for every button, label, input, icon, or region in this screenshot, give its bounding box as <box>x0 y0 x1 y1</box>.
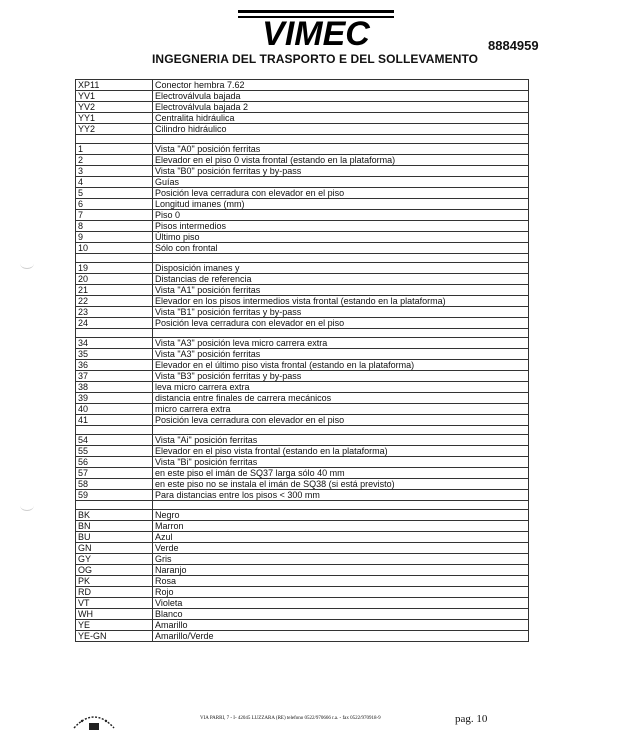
legend-row <box>76 221 529 232</box>
legend-description: en este piso el imán de SQ37 larga sólo 40 mm <box>153 468 529 479</box>
vimec-logo <box>238 8 394 48</box>
legend-description: Último piso <box>153 232 529 243</box>
legend-row <box>76 565 529 576</box>
legend-description <box>153 426 529 435</box>
legend-code: YE-GN <box>76 631 153 642</box>
legend-code: 55 <box>76 446 153 457</box>
legend-code: XP11 <box>76 80 153 91</box>
legend-description: Elevador en los pisos intermedios vista frontal (estando en la plataforma) <box>153 296 529 307</box>
legend-row <box>76 274 529 285</box>
legend-row <box>76 371 529 382</box>
legend-description: Naranjo <box>153 565 529 576</box>
legend-code: VT <box>76 598 153 609</box>
legend-description: Elevador en el último piso vista frontal (estando en la plataforma) <box>153 360 529 371</box>
legend-row <box>76 338 529 349</box>
legend-row <box>76 457 529 468</box>
legend-spacer-row <box>76 254 529 263</box>
legend-row <box>76 404 529 415</box>
legend-description: Gris <box>153 554 529 565</box>
legend-row <box>76 446 529 457</box>
legend-description: Centralita hidráulica <box>153 113 529 124</box>
legend-code: 35 <box>76 349 153 360</box>
legend-row <box>76 382 529 393</box>
legend-row <box>76 91 529 102</box>
legend-code: OG <box>76 565 153 576</box>
legend-row <box>76 210 529 221</box>
legend-description: Blanco <box>153 609 529 620</box>
legend-code <box>76 254 153 263</box>
legend-code: 38 <box>76 382 153 393</box>
legend-description: Distancias de referencia <box>153 274 529 285</box>
legend-code: 36 <box>76 360 153 371</box>
legend-code <box>76 501 153 510</box>
legend-code: PK <box>76 576 153 587</box>
legend-row <box>76 360 529 371</box>
legend-row <box>76 296 529 307</box>
legend-code: YV1 <box>76 91 153 102</box>
legend-row <box>76 598 529 609</box>
legend-description: Vista "Bi" posición ferritas <box>153 457 529 468</box>
legend-code: YE <box>76 620 153 631</box>
legend-description: Violeta <box>153 598 529 609</box>
legend-description: Amarillo <box>153 620 529 631</box>
legend-row <box>76 188 529 199</box>
legend-description: Cilindro hidráulico <box>153 124 529 135</box>
legend-description: Vista "A0" posición ferritas <box>153 144 529 155</box>
legend-code <box>76 329 153 338</box>
legend-row <box>76 521 529 532</box>
legend-row <box>76 199 529 210</box>
legend-code: GY <box>76 554 153 565</box>
legend-code: BU <box>76 532 153 543</box>
legend-code: 7 <box>76 210 153 221</box>
legend-code: 20 <box>76 274 153 285</box>
legend-description: Disposición imanes y <box>153 263 529 274</box>
legend-description <box>153 501 529 510</box>
legend-row <box>76 318 529 329</box>
legend-description: Rosa <box>153 576 529 587</box>
legend-description: Negro <box>153 510 529 521</box>
legend-description: Posición leva cerradura con elevador en el piso <box>153 318 529 329</box>
legend-code: 2 <box>76 155 153 166</box>
legend-code: 40 <box>76 404 153 415</box>
legend-code: GN <box>76 543 153 554</box>
legend-code: 9 <box>76 232 153 243</box>
legend-description: Conector hembra 7.62 <box>153 80 529 91</box>
legend-spacer-row <box>76 501 529 510</box>
legend-code: 1 <box>76 144 153 155</box>
legend-row <box>76 166 529 177</box>
legend-row <box>76 609 529 620</box>
legend-description: Guías <box>153 177 529 188</box>
document-number: 8884959 <box>488 38 539 53</box>
legend-row <box>76 554 529 565</box>
legend-code: 58 <box>76 479 153 490</box>
legend-description: Vista "B0" posición ferritas y by-pass <box>153 166 529 177</box>
legend-description: Vista "A1" posición ferritas <box>153 285 529 296</box>
legend-description <box>153 329 529 338</box>
legend-description: Verde <box>153 543 529 554</box>
legend-code: YY1 <box>76 113 153 124</box>
legend-row <box>76 285 529 296</box>
legend-description: Vista "Ai" posición ferritas <box>153 435 529 446</box>
legend-table <box>75 79 529 642</box>
legend-row <box>76 80 529 91</box>
legend-code <box>76 135 153 144</box>
legend-code <box>76 426 153 435</box>
legend-description: Vista "B3" posición ferritas y by-pass <box>153 371 529 382</box>
company-address: VIA PARRI, 7 - I- 42045 LUZZARA (RE) telefono 0522/970666 r.a. - fax 0522/970918-9 <box>200 716 381 721</box>
legend-code: 24 <box>76 318 153 329</box>
legend-description: Marron <box>153 521 529 532</box>
legend-spacer-row <box>76 426 529 435</box>
legend-description: Vista "B1" posición ferritas y by-pass <box>153 307 529 318</box>
legend-row <box>76 631 529 642</box>
legend-code: YV2 <box>76 102 153 113</box>
legend-row <box>76 479 529 490</box>
legend-row <box>76 144 529 155</box>
legend-code: 21 <box>76 285 153 296</box>
legend-description: micro carrera extra <box>153 404 529 415</box>
legend-code: BK <box>76 510 153 521</box>
legend-description: Elevador en el piso vista frontal (estando en la plataforma) <box>153 446 529 457</box>
legend-row <box>76 102 529 113</box>
legend-row <box>76 576 529 587</box>
legend-code: RD <box>76 587 153 598</box>
legend-description: en este piso no se instala el imán de SQ38 (si está previsto) <box>153 479 529 490</box>
legend-description: Vista "A3" posición ferritas <box>153 349 529 360</box>
legend-code: 6 <box>76 199 153 210</box>
certification-stamp <box>70 708 118 732</box>
page-subtitle: INGEGNERIA DEL TRASPORTO E DEL SOLLEVAMENTO <box>152 52 479 66</box>
legend-code: 37 <box>76 371 153 382</box>
legend-description: Piso 0 <box>153 210 529 221</box>
legend-code: BN <box>76 521 153 532</box>
legend-code: 3 <box>76 166 153 177</box>
legend-description: leva micro carrera extra <box>153 382 529 393</box>
legend-row <box>76 435 529 446</box>
punch-hole-mark <box>20 500 34 511</box>
legend-row <box>76 155 529 166</box>
legend-code: 8 <box>76 221 153 232</box>
legend-description: Amarillo/Verde <box>153 631 529 642</box>
legend-description: Vista "A3" posición leva micro carrera extra <box>153 338 529 349</box>
page-number: pag. 10 <box>455 713 488 725</box>
legend-row <box>76 177 529 188</box>
legend-row <box>76 490 529 501</box>
legend-code: 56 <box>76 457 153 468</box>
legend-description: Sólo con frontal <box>153 243 529 254</box>
legend-row <box>76 124 529 135</box>
legend-row <box>76 543 529 554</box>
legend-description: Electroválvula bajada 2 <box>153 102 529 113</box>
legend-description: Azul <box>153 532 529 543</box>
legend-code: 4 <box>76 177 153 188</box>
legend-description: Pisos intermedios <box>153 221 529 232</box>
legend-code: 22 <box>76 296 153 307</box>
legend-row <box>76 468 529 479</box>
legend-row <box>76 532 529 543</box>
legend-description: Rojo <box>153 587 529 598</box>
legend-description <box>153 135 529 144</box>
legend-description: Posición leva cerradura con elevador en el piso <box>153 415 529 426</box>
legend-code: 41 <box>76 415 153 426</box>
legend-row <box>76 232 529 243</box>
legend-description: Longitud imanes (mm) <box>153 199 529 210</box>
legend-code: 57 <box>76 468 153 479</box>
vimec-logo-text: VIMEC <box>262 15 370 48</box>
legend-spacer-row <box>76 135 529 144</box>
punch-hole-mark <box>20 258 34 269</box>
legend-code: 19 <box>76 263 153 274</box>
legend-row <box>76 620 529 631</box>
legend-row <box>76 243 529 254</box>
legend-row <box>76 587 529 598</box>
legend-code: 34 <box>76 338 153 349</box>
legend-row <box>76 263 529 274</box>
legend-description: Electroválvula bajada <box>153 91 529 102</box>
legend-code: 23 <box>76 307 153 318</box>
legend-spacer-row <box>76 329 529 338</box>
legend-description: Elevador en el piso 0 vista frontal (estando en la plataforma) <box>153 155 529 166</box>
legend-description: distancia entre finales de carrera mecánicos <box>153 393 529 404</box>
legend-row <box>76 415 529 426</box>
legend-code: WH <box>76 609 153 620</box>
legend-row <box>76 510 529 521</box>
legend-code: 5 <box>76 188 153 199</box>
legend-code: 54 <box>76 435 153 446</box>
legend-code: 59 <box>76 490 153 501</box>
legend-description: Posición leva cerradura con elevador en el piso <box>153 188 529 199</box>
legend-row <box>76 307 529 318</box>
legend-code: 39 <box>76 393 153 404</box>
legend-description <box>153 254 529 263</box>
legend-description: Para distancias entre los pisos < 300 mm <box>153 490 529 501</box>
legend-row <box>76 113 529 124</box>
legend-row <box>76 349 529 360</box>
legend-code: YY2 <box>76 124 153 135</box>
legend-code: 10 <box>76 243 153 254</box>
legend-row <box>76 393 529 404</box>
